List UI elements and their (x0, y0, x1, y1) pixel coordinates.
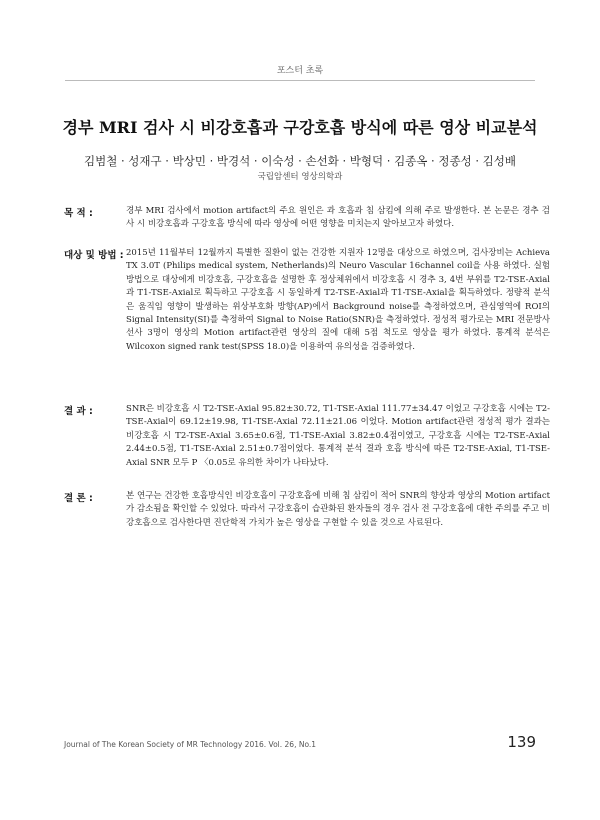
header-divider (65, 80, 535, 81)
section-text: SNR은 비강호흡 시 T2-TSE-Axial 95.82±30.72, T1-TSE-Axial 111.77±34.47 이었고 구강호흡 시에는 T2-TSE-Axial이 69.12±19.98, T1-TSE-Axial 72.11±21.06 이었다. Motion artifact관련 정성적 평가 결과는 비강호흡 시 T2-TSE-Axial 3.65±0.6점, T1-TSE-Axial 3.82±0.4점이였고, 구강호흡 시에는 T2-TSE-Axial 2.44±0.5점, T1-TSE-Axial 2.51±0.7점이었다. 통계적 분석 결과 호흡 방식에 따른 T2-TSE-Axial, T1-TSE-Axial SNR 모두 P 〈0.05로 유의한 차이가 나타났다. (126, 404, 550, 468)
section-purpose (64, 205, 550, 232)
section-label: 결 론 : (64, 493, 93, 504)
page-number: 139 (507, 733, 536, 751)
section-text: 경부 MRI 검사에서 motion artifact의 주요 원인은 과 호흡과 침 삼킴에 의해 주로 발생한다. 본 논문은 경추 검사 시 비강호흡과 구강호흡 방식에 따라 영상에 어떤 영향을 미치는지 알아보고자 하였다. (126, 206, 550, 230)
section-text: 2015년 11월부터 12월까지 특별한 질환이 없는 건강한 지원자 12명을 대상으로 하였으며, 검사장비는 Achieva TX 3.0T (Philips medical system, Netherlands)의 Neuro Vascular 16channel coil을 사용 하였다. 실험방법으로 대상에게 비강호흡, 구강호흡을 설명한 후 정상체위에서 비강호흡 시 경추 3, 4번 부위를 T2-TSE-Axial과 T1-TSE-Axial로 획득하고 구강호흡 시 동일하게 T2-TSE-Axial과 T1-TSE-Axial을 획득하였다. 정량적 분석은 움직임 영향이 발생하는 위상부호화 방향(AP)에서 Background noise를 측정하였으며, 관심영역에 ROI의 Signal Intensity(SI)를 측정하여 Signal to Noise Ratio(SNR)을 측정하였다. 정성적 평가로는 MRI 전문방사선사 3명이 영상의 Motion artifact관련 영상의 질에 대해 5점 척도로 영상을 평가 하였다. 통계적 분석은 Wilcoxon signed rank test(SPSS 18.0)을 이용하여 유의성을 검증하였다. (126, 248, 550, 352)
section-results (64, 403, 550, 470)
section-label: 대상 및 방법 : (64, 250, 124, 261)
section-conclusion (64, 490, 550, 530)
section-header: 포스터 초록 (276, 66, 324, 76)
footer-journal: Journal of The Korean Society of MR Technology 2016. Vol. 26, No.1 (64, 740, 317, 749)
author-list: 김범철 · 성재구 · 박상민 · 박경석 · 이숙성 · 손선화 · 박형덕 · 김종옥 · 정종성 · 김성배 (84, 154, 516, 168)
article-title: 경부 MRI 검사 시 비강호흡과 구강호흡 방식에 따른 영상 비교분석 (62, 118, 538, 137)
section-methods (64, 247, 550, 354)
section-text: 본 연구는 건강한 호흡방식인 비강호흡이 구강호흡에 비해 침 삼킴이 적어 SNR의 향상과 영상의 Motion artifact가 감소됨을 확인할 수 있었다. 따라서 구강호흡이 습관화된 환자들의 경우 검사 전 구강호흡에 대한 주의를 주고 비강호흡으로 검사한다면 진단학적 가치가 높은 영상을 구현할 수 있을 것으로 사료된다. (126, 491, 550, 528)
affiliation: 국립암센터 영상의학과 (257, 172, 343, 182)
section-label: 결 과 : (64, 406, 93, 417)
section-label: 목 적 : (64, 208, 93, 219)
